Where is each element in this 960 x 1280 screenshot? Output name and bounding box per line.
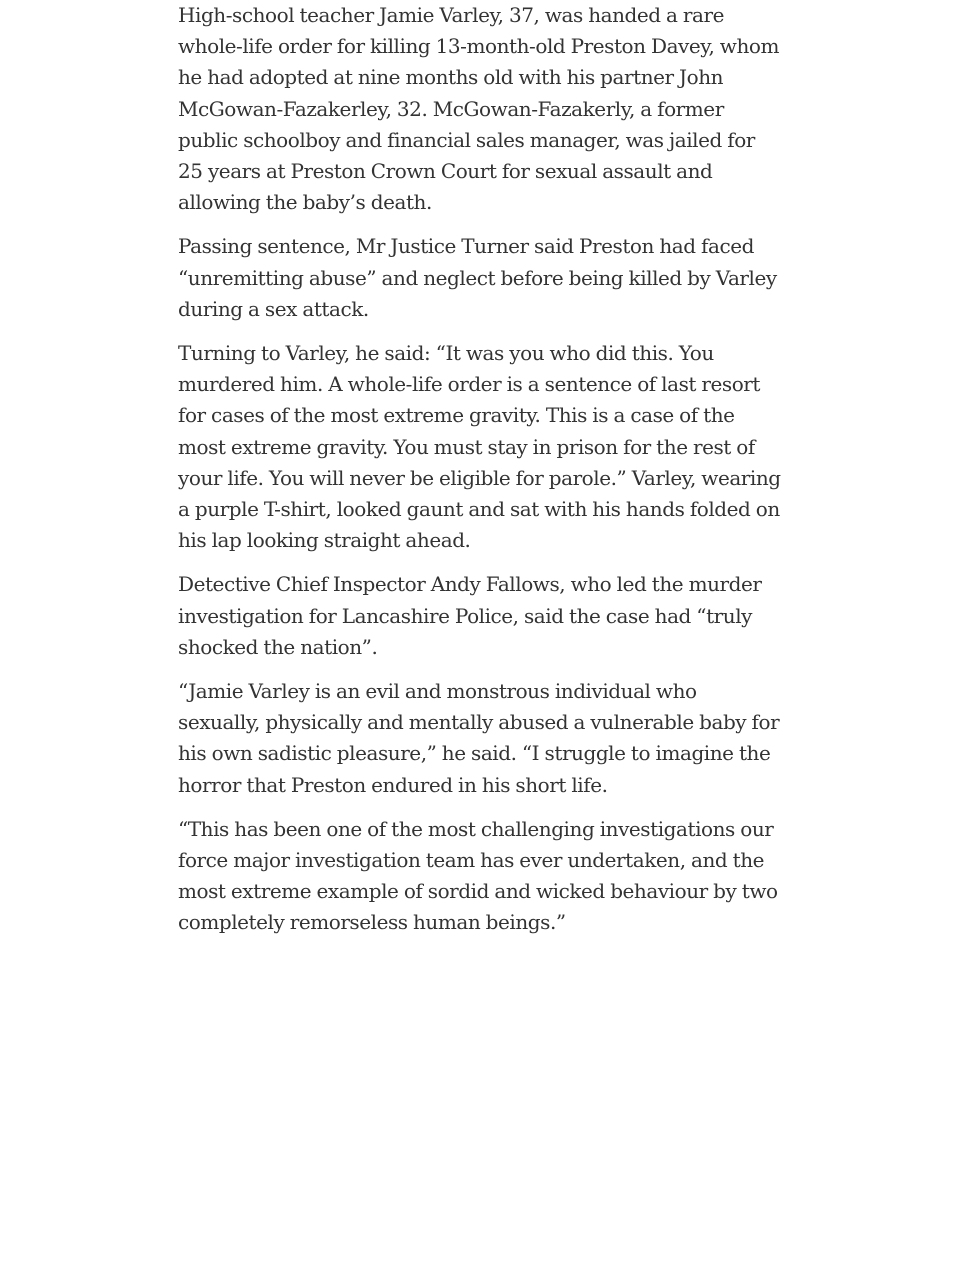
article-paragraph: Turning to Varley, he said: “It was you who did this. You murdered him. A whole-life order is a sentence of last resort for cases of the most extreme gravity. This is a case of the most extreme gravity. You must stay in prison for the rest of your life. You will never be eligible for parole.” Varley, wearing a purple T-shirt, looked gaunt and sat with his hands folded on his lap looking straight ahead. [178,341,781,553]
article-paragraph: Detective Chief Inspector Andy Fallows, who led the murder investigation for Lancashire Police, said the case had “truly shocked the nation”. [178,572,762,659]
article-paragraph: Passing sentence, Mr Justice Turner said Preston had faced “unremitting abuse” and neglect before being killed by Varley during a sex attack. [178,234,777,321]
article-body [178,0,782,952]
article-paragraph: “This has been one of the most challenging investigations our force major investigation team has ever undertaken, and the most extreme example of sordid and wicked behaviour by two completely remorseless human beings.” [178,816,778,935]
article-paragraph: High-school teacher Jamie Varley, 37, was handed a rare whole-life order for killing 13-month-old Preston Davey, whom he had adopted at nine months old with his partner John McGowan-Fazakerley, 32. McGowan-Fazakerly, a former public schoolboy and financial sales manager, was jailed for 25 years at Preston Crown Court for sexual assault and allowing the baby’s death. [178,3,779,215]
article-paragraph: “Jamie Varley is an evil and monstrous individual who sexually, physically and mentally abused a vulnerable baby for his own sadistic pleasure,” he said. “I struggle to imagine the horror that Preston endured in his short life. [178,679,780,797]
